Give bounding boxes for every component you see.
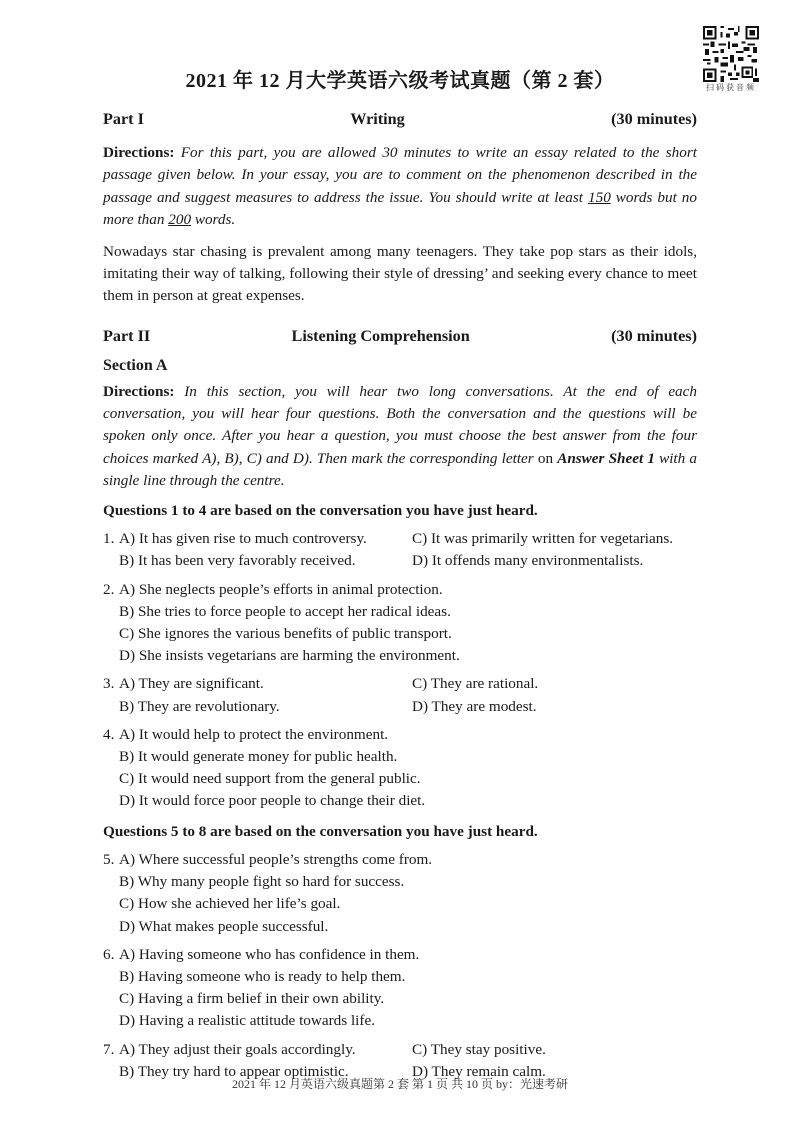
qr-code-icon[interactable]: [703, 26, 759, 82]
option-b[interactable]: B) They try hard to appear optimistic.: [119, 1062, 349, 1080]
option-a[interactable]: A) It has given rise to much controversy.: [119, 530, 367, 548]
question-number: 7.: [103, 1040, 115, 1058]
part1-label: Part I: [103, 110, 144, 128]
question-2: [103, 579, 697, 668]
page-title: 2021 年 12 月大学英语六级考试真题（第 2 套）: [185, 70, 615, 92]
option-d[interactable]: D) What makes people successful.: [119, 917, 329, 935]
option-a[interactable]: A) She neglects people’s efforts in animal protection.: [119, 580, 443, 598]
part2-header: [103, 325, 697, 347]
directions-label: Directions:: [103, 383, 175, 401]
max-words: 200: [168, 210, 192, 228]
option-c[interactable]: C) It would need support from the general public.: [119, 770, 421, 788]
option-a[interactable]: A) Having someone who has confidence in them.: [119, 945, 420, 963]
question-number: 3.: [103, 675, 115, 693]
question-3: [103, 673, 697, 717]
exam-content: [103, 108, 697, 1083]
question-group-heading: Questions 5 to 8 are based on the conversation you have just heard.: [103, 822, 538, 840]
question-6: [103, 944, 697, 1033]
answer-sheet-ref: Answer Sheet 1: [557, 449, 655, 467]
option-b[interactable]: B) Having someone who is ready to help them.: [119, 967, 406, 985]
option-b[interactable]: B) They are revolutionary.: [119, 697, 280, 715]
option-a[interactable]: A) It would help to protect the environment.: [119, 725, 389, 743]
writing-passage: Nowadays star chasing is prevalent among many teenagers. They take pop stars as their idols, imitating their way of talking, following their style of dressing’ and seeking every chance to meet them in person at great expenses.: [103, 243, 697, 305]
option-d[interactable]: D) They remain calm.: [412, 1062, 546, 1080]
option-c[interactable]: C) It was primarily written for vegetarians.: [412, 530, 674, 548]
question-5: [103, 849, 697, 938]
part2-label: Part II: [103, 326, 151, 345]
min-words: 150: [588, 188, 611, 206]
question-number: 5.: [103, 850, 115, 868]
part1-title: Writing: [350, 110, 405, 128]
option-a[interactable]: A) Where successful people’s strengths come from.: [119, 850, 433, 868]
part1-header: [103, 108, 697, 130]
question-number: 4.: [103, 725, 115, 743]
option-d[interactable]: D) It offends many environmentalists.: [412, 552, 644, 570]
qr-caption: 扫码获音频: [706, 83, 756, 92]
option-d[interactable]: D) It would force poor people to change their diet.: [119, 792, 426, 810]
question-1: [103, 528, 697, 572]
part1-directions: Directions: For this part, you are allowed 30 minutes to write an essay related to the short passage given below. In your essay, you are to comment on the phenomenon described in the passage and suggest measures to address the issue. You should write at least 150 words but no more than 200 words.: [103, 144, 697, 228]
question-number: 1.: [103, 530, 115, 548]
option-a[interactable]: A) They are significant.: [119, 675, 264, 693]
option-b[interactable]: B) She tries to force people to accept her radical ideas.: [119, 602, 451, 620]
option-d[interactable]: D) Having a realistic attitude towards life.: [119, 1012, 375, 1030]
part2-time: (30 minutes): [611, 326, 697, 345]
option-c[interactable]: C) How she achieved her life’s goal.: [119, 895, 341, 913]
option-a[interactable]: A) They adjust their goals accordingly.: [119, 1040, 356, 1058]
directions-label: Directions:: [103, 144, 175, 162]
option-b[interactable]: B) Why many people fight so hard for success.: [119, 873, 405, 891]
option-c[interactable]: C) They are rational.: [412, 675, 539, 693]
question-4: [103, 724, 697, 813]
part2-directions: Directions: In this section, you will hear two long conversations. At the end of each conversation, you will hear four questions. Both the conversation and the questions will be spoken only once. After you hear a question, you must choose the best answer from the four choices marked A), B), C) and D). Then mark the corresponding letter on Answer Sheet 1 with a single line through the centre.: [103, 383, 697, 489]
part1-time: (30 minutes): [611, 110, 697, 128]
option-d[interactable]: D) They are modest.: [412, 697, 537, 715]
section-a-heading: Section A: [103, 356, 168, 374]
option-c[interactable]: C) They stay positive.: [412, 1040, 546, 1058]
option-b[interactable]: B) It has been very favorably received.: [119, 552, 356, 570]
question-group-heading: Questions 1 to 4 are based on the conversation you have just heard.: [103, 502, 538, 520]
question-number: 6.: [103, 945, 115, 963]
option-b[interactable]: B) It would generate money for public health.: [119, 748, 398, 766]
question-number: 2.: [103, 580, 115, 598]
option-c[interactable]: C) Having a firm belief in their own ability.: [119, 990, 385, 1008]
option-c[interactable]: C) She ignores the various benefits of public transport.: [119, 625, 452, 643]
page-footer: 2021 年 12 月英语六级真题第 2 套 第 1 页 共 10 页 by：光速考研: [231, 1077, 568, 1091]
option-d[interactable]: D) She insists vegetarians are harming the environment.: [119, 647, 460, 665]
part2-title: Listening Comprehension: [291, 326, 470, 345]
